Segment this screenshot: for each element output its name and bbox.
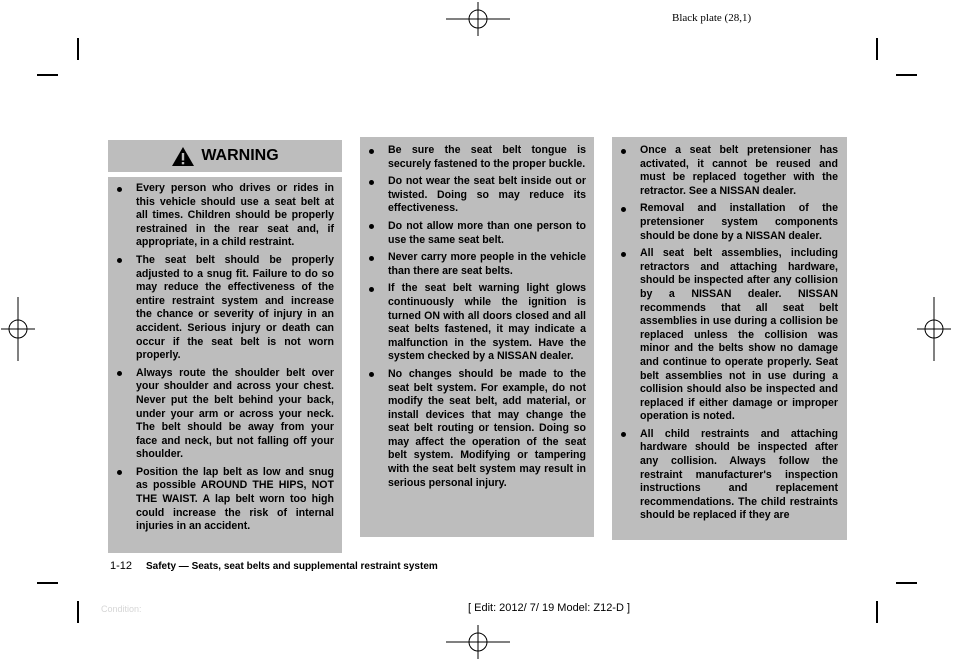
crop-mark — [896, 582, 917, 584]
list-item: If the seat belt warning light glows continuously while the ignition is turned ON with all doors closed and all seat belts fastened, it may indicate a malfunction in the system. Have the system checked by a NISSAN dealer. — [388, 282, 586, 363]
crop-mark — [37, 582, 58, 584]
crop-mark — [896, 74, 917, 76]
list-item: All child restraints and attaching hardware should be inspected after any collision. Always follow the restraint manufacturer's inspection instructions and replacement recommendations. The child restraints should be replaced if they are — [640, 427, 838, 522]
registration-mark — [917, 297, 951, 361]
list-item: Once a seat belt pretensioner has activated, it cannot be reused and must be replaced together with the retractor. See a NISSAN dealer. — [640, 144, 838, 197]
crop-mark — [876, 38, 878, 60]
warning-column-3 — [612, 137, 847, 540]
list-item: Removal and installation of the pretensioner system components should be done by a NISSAN dealer. — [640, 202, 838, 242]
crop-mark — [37, 74, 58, 76]
edit-info: [ Edit: 2012/ 7/ 19 Model: Z12-D ] — [468, 602, 631, 614]
condition-label: Condition: — [101, 604, 142, 614]
warning-header — [108, 140, 342, 172]
warning-column-1 — [108, 177, 342, 553]
crop-mark — [77, 601, 79, 623]
list-item: Every person who drives or rides in this vehicle should use a seat belt at all times. Children should be properly restrained in the rear seat and, if appropriate, in a child restraint. — [136, 182, 334, 249]
list-item: Do not wear the seat belt inside out or twisted. Doing so may reduce its effectiveness. — [388, 175, 586, 215]
list-item: The seat belt should be properly adjusted to a snug fit. Failure to do so may reduce the effectiveness of the entire restraint system and increase the chance or severity of injury in an accident. Serious injury or death can occur if the seat belt is not worn properly. — [136, 253, 334, 362]
registration-mark — [446, 2, 510, 36]
warning-triangle-icon — [171, 146, 195, 167]
list-item: Do not allow more than one person to use the same seat belt. — [388, 219, 586, 246]
plate-label: Black plate (28,1) — [672, 12, 752, 24]
crop-mark — [876, 601, 878, 623]
registration-mark — [446, 625, 510, 659]
list-item: Position the lap belt as low and snug as possible AROUND THE HIPS, NOT THE WAIST. A lap belt worn too high could increase the risk of internal injuries in an accident. — [136, 465, 334, 533]
list-item: Be sure the seat belt tongue is securely fastened to the proper buckle. — [388, 144, 586, 170]
section-title: Safety — Seats, seat belts and supplemental restraint system — [146, 561, 438, 572]
warning-title: WARNING — [201, 147, 279, 164]
crop-mark — [77, 38, 79, 60]
list-item: Always route the shoulder belt over your shoulder and across your chest. Never put the belt behind your back, under your arm or across your neck. The belt should be away from your face and neck, but not falling off your shoulder. — [136, 366, 334, 461]
list-item: No changes should be made to the seat belt system. For example, do not modify the seat belt, add material, or install devices that may change the seat belt routing or tension. Doing so may affect the operation of the seat belt system. Modifying or tampering with the seat belt system may result in serious personal injury. — [388, 367, 586, 489]
warning-column-2 — [360, 137, 594, 537]
registration-mark — [1, 297, 35, 361]
page-number: 1-12 — [110, 560, 133, 572]
list-item: All seat belt assemblies, including retractors and attaching hardware, should be inspected after any collision by a NISSAN dealer. NISSAN recommends that all seat belt assemblies in use during a collision be replaced unless the collision was minor and the belts show no damage and continue to operate properly. Seat belt assemblies not in use during a collision should also be inspected and replaced if either damage or improper operation is noted. — [640, 247, 838, 423]
list-item: Never carry more people in the vehicle than there are seat belts. — [388, 251, 586, 277]
